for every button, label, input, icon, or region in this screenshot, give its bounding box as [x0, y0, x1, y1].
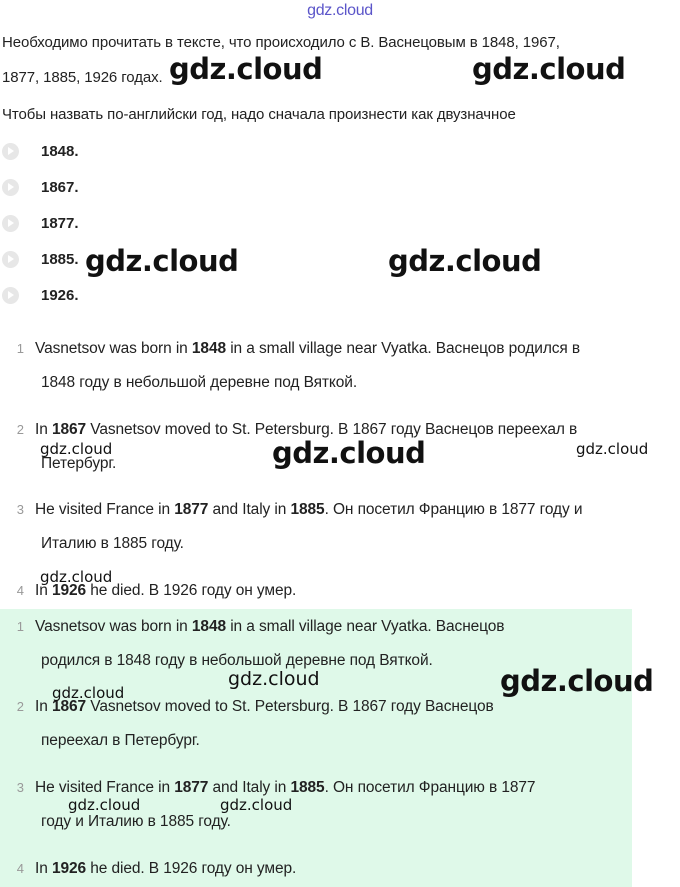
- item-number: 2: [16, 422, 24, 437]
- item-number: 3: [16, 780, 24, 795]
- answer-line: Vasnetsov was born in 1848 in a small village near Vyatka. Васнецов: [35, 618, 505, 635]
- watermark: gdz.cloud: [500, 664, 654, 698]
- intro-line-3: Чтобы назвать по-английски год, надо сначала произнести как двузначное: [2, 106, 516, 123]
- answer-line-2: переехал в Петербург.: [41, 732, 200, 749]
- option-label: 1926.: [41, 286, 79, 304]
- answer-line-2: Петербург.: [41, 455, 117, 472]
- item-number: 4: [16, 861, 24, 876]
- green-answer-item-1: [10, 618, 504, 670]
- answer-line-2: родился в 1848 году в небольшой деревне под Вяткой.: [41, 652, 433, 669]
- intro-line-1: Необходимо прочитать в тексте, что происходило с В. Васнецовым в 1848, 1967,: [2, 34, 560, 51]
- option-1877[interactable]: [2, 213, 79, 233]
- site-label-top[interactable]: gdz.cloud: [307, 2, 373, 19]
- green-answer-item-2: [10, 698, 494, 750]
- answer-line: Vasnetsov was born in 1848 in a small village near Vyatka. Васнецов родился в: [35, 340, 581, 357]
- answer-item-3: [10, 501, 582, 553]
- option-1848[interactable]: [2, 141, 79, 161]
- watermark: gdz.cloud: [169, 52, 323, 86]
- answer-line: He visited France in 1877 and Italy in 1885. Он посетил Францию в 1877 году и: [35, 501, 583, 518]
- play-icon[interactable]: [2, 287, 19, 304]
- answer-line: In 1926 he died. В 1926 году он умер.: [35, 582, 297, 599]
- watermark-small: gdz.cloud: [220, 796, 293, 814]
- answer-item-1: [10, 340, 580, 392]
- intro-line-2: 1877, 1885, 1926 годах.: [2, 69, 163, 86]
- watermark-small: gdz.cloud: [68, 796, 141, 814]
- answer-line: In 1867 Vasnetsov moved to St. Petersburg. В 1867 году Васнецов переехал в: [35, 421, 578, 438]
- watermark: gdz.cloud: [472, 52, 626, 86]
- option-label: 1877.: [41, 214, 79, 232]
- answer-line-2: Италию в 1885 году.: [41, 535, 184, 552]
- watermark-small: gdz.cloud: [52, 684, 125, 702]
- item-number: 3: [16, 502, 24, 517]
- option-label: 1867.: [41, 178, 79, 196]
- option-1926[interactable]: [2, 285, 79, 305]
- option-label: 1848.: [41, 142, 79, 160]
- play-icon[interactable]: [2, 251, 19, 268]
- watermark-medium: gdz.cloud: [228, 668, 320, 690]
- answer-line-2: 1848 году в небольшой деревне под Вяткой.: [41, 374, 358, 391]
- watermark: gdz.cloud: [272, 436, 426, 470]
- item-number: 1: [16, 619, 24, 634]
- option-1885[interactable]: [2, 249, 79, 269]
- play-icon[interactable]: [2, 215, 19, 232]
- option-1867[interactable]: [2, 177, 79, 197]
- item-number: 1: [16, 341, 24, 356]
- answer-line-2: году и Италию в 1885 году.: [41, 813, 231, 830]
- watermark-small: gdz.cloud: [40, 568, 113, 586]
- watermark-small: gdz.cloud: [40, 440, 113, 458]
- option-label: 1885.: [41, 250, 79, 268]
- item-number: 4: [16, 583, 24, 598]
- green-answer-item-4: [10, 860, 296, 878]
- answer-line: In 1867 Vasnetsov moved to St. Petersburg. В 1867 году Васнецов: [35, 698, 494, 715]
- play-icon[interactable]: [2, 143, 19, 160]
- watermark-small: gdz.cloud: [576, 440, 649, 458]
- item-number: 2: [16, 699, 24, 714]
- answer-line: In 1926 he died. В 1926 году он умер.: [35, 860, 297, 877]
- watermark: gdz.cloud: [388, 244, 542, 278]
- answer-line: He visited France in 1877 and Italy in 1885. Он посетил Францию в 1877: [35, 779, 536, 796]
- watermark: gdz.cloud: [85, 244, 239, 278]
- play-icon[interactable]: [2, 179, 19, 196]
